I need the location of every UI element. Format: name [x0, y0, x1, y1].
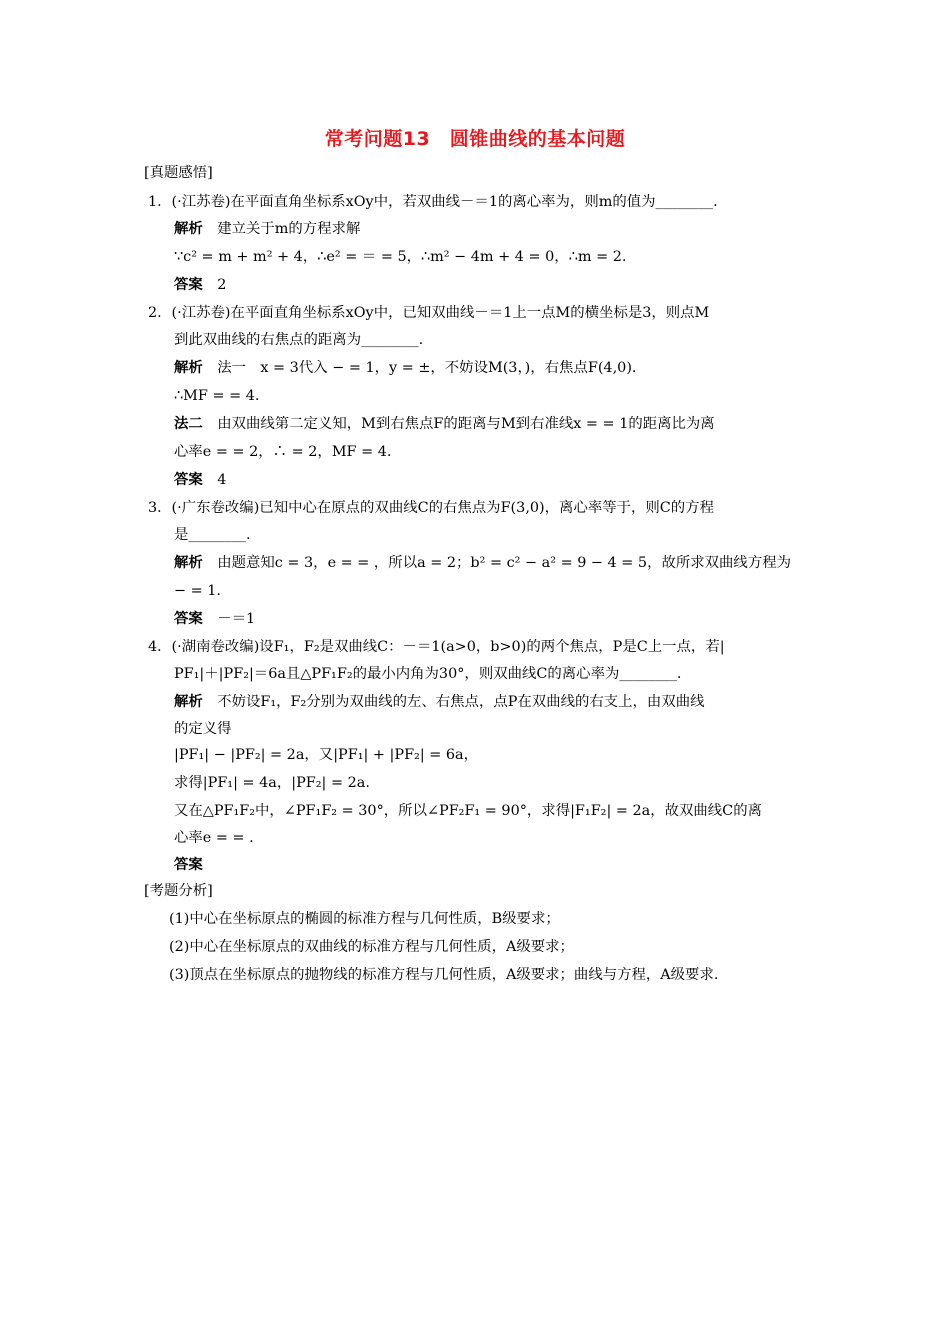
text-line: PF₁|＋|PF₂|＝6a且△PF₁F₂的最小内角为30°，则双曲线C的离心率为________. — [174, 666, 682, 682]
text-line: 到此双曲线的右焦点的距离为________. — [174, 332, 424, 348]
text-line: 又在△PF₁F₂中，∠PF₁F₂ = 30°，所以∠PF₂F₁ = 90°，求得|F₁F₂| = 2a，故双曲线C的离 — [174, 803, 762, 819]
text-line: ∴MF = = 4. — [174, 388, 260, 404]
text-line: 答案 2 — [174, 276, 227, 293]
text-line: 求得|PF₁| = 4a，|PF₂| = 2a. — [174, 775, 370, 791]
text-line: 心率e = = 2，∴ = 2，MF = 4. — [174, 444, 392, 460]
text-line: 解析 法一 x = 3代入 − = 1，y = ±，不妨设M(3，)，右焦点F(4,0). — [174, 359, 637, 376]
text-line: 法二 由双曲线第二定义知，M到右焦点F的距离与M到右准线x = = 1的距离比为离 — [174, 415, 715, 432]
text-line: 解析 建立关于m的方程求解 — [174, 220, 361, 237]
section-heading-real-questions: [真题感悟] — [144, 165, 213, 181]
text-line: − = 1. — [174, 583, 221, 599]
text-line: 的定义得 — [174, 721, 232, 737]
text-line: 3．(·广东卷改编)已知中心在原点的双曲线C的右焦点为F(3,0)，离心率等于，则C的方程 — [148, 500, 714, 516]
text-line: (2)中心在坐标原点的双曲线的标准方程与几何性质，A级要求； — [169, 939, 574, 955]
text-line: 是________. — [174, 527, 251, 543]
text-line: ∵c² = m + m² + 4，∴e² = ＝ = 5，∴m² − 4m + 4 = 0，∴m = 2. — [174, 249, 627, 265]
text-line: 解析 由题意知c = 3，e = = ，所以a = 2；b² = c² − a² = 9 − 4 = 5，故所求双曲线方程为 — [174, 554, 791, 571]
text-line: |PF₁| − |PF₂| = 2a，又|PF₁| + |PF₂| = 6a， — [174, 747, 479, 763]
text-line: 答案 －＝1 — [174, 610, 256, 627]
text-line: 2．(·江苏卷)在平面直角坐标系xOy中，已知双曲线－＝1上一点M的横坐标是3，则点M — [148, 305, 710, 321]
text-line: 答案 4 — [174, 471, 227, 488]
text-line: 1．(·江苏卷)在平面直角坐标系xOy中，若双曲线－＝1的离心率为，则m的值为________. — [148, 194, 718, 210]
text-line: (1)中心在坐标原点的椭圆的标准方程与几何性质，B级要求； — [169, 911, 560, 927]
text-line: (3)顶点在坐标原点的抛物线的标准方程与几何性质，A级要求；曲线与方程，A级要求. — [169, 967, 719, 983]
section-heading-analysis: [考题分析] — [144, 883, 213, 899]
text-line: 答案 — [174, 856, 203, 873]
page-title: 常考问题13 圆锥曲线的基本问题 — [324, 128, 626, 150]
text-line: 4．(·湖南卷改编)设F₁，F₂是双曲线C：－＝1(a>0，b>0)的两个焦点，P是C上一点，若| — [148, 639, 725, 655]
text-line: 心率e = = . — [174, 830, 254, 846]
text-line: 解析 不妨设F₁，F₂分别为双曲线的左、右焦点，点P在双曲线的右支上，由双曲线 — [174, 693, 705, 710]
